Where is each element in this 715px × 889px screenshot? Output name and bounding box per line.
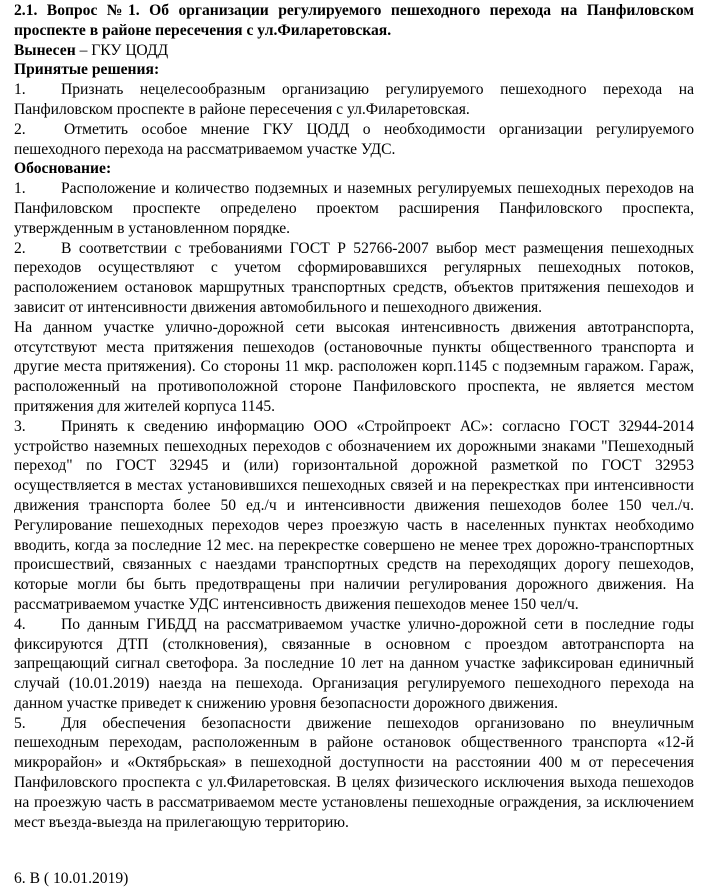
- justification-number: 2.: [14, 239, 26, 257]
- clipped-next-line: 6. В ( 10.01.2019): [14, 870, 129, 887]
- justification-text: Для обеспечения безопасности движение пешеходов организовано по внеуличным пешеходным переходам, расположенным в районе остановок общественного транспорта «12-й микрорайон» и «Октябрьская» в пешеходной доступности на расстоянии 400 м от пересечения Панфиловского проспекта с ул.Филаретовская. В целях физического исключения выхода пешеходов на проезжую часть в рассматриваемом месте установлены пешеходные ограждения, за исключением мест въезда-выезда на прилегающую территорию.: [14, 714, 694, 831]
- decisions-title: Принятые решения:: [14, 61, 160, 79]
- justification-item-2: [14, 239, 694, 318]
- justification-number: 5.: [14, 714, 26, 732]
- justification-item-5: [14, 714, 694, 833]
- submitted-label: Вынесен: [14, 41, 76, 59]
- question-heading: 2.1. Вопрос №1. Об организации регулируемого пешеходного перехода на Панфиловском проспекте в районе пересечения с ул.Филаретовская.: [14, 2, 694, 39]
- submitted-line: [14, 41, 694, 61]
- justification-text: Принять к сведению информацию ООО «Стройпроект АС»: согласно ГОСТ 32944-2014 устройство наземных пешеходных переходов с обозначением их дорожными знаками "Пешеходный переход" по ГОСТ 32945 и (или) горизонтальной дорожной разметкой по ГОСТ 32953 осуществляется в местах установившихся пешеходных связей и на перекрестках при интенсивности движения транспорта более 50 ед./ч и интенсивности движения пешеходов более 150 чел./ч. Регулирование пешеходных переходов через проезжую часть в населенных пунктах необходимо вводить, когда за последние 12 мес. на перекрестке совершено не менее трех дорожно-транспортных происшествий, связанных с наездами транспортных средств на переходящих дорогу пешеходов, которые могли бы быть предотвращены при наличии регулирования дорожного движения. На рассматриваемом участке УДС интенсивность движения пешеходов менее 150 чел/ч.: [14, 417, 694, 613]
- justification-number: 1.: [14, 180, 26, 198]
- decision-text: Признать нецелесообразным организацию регулируемого пешеходного перехода на Панфиловском проспекте в районе пересечения с ул.Филаретовская.: [14, 81, 694, 118]
- justification-paragraph: На данном участке улично-дорожной сети высокая интенсивность движения автотранспорта, отсутствуют места притяжения пешеходов (остановочные пункты общественного транспорта и другие места притяжения). Со стороны 11 мкр. расположен корп.1145 с подземным гаражом. Гараж, расположенный на противоположной стороне Панфиловского проспекта, не является местом притяжения для жителей корпуса 1145.: [14, 318, 694, 415]
- document-body: [14, 1, 694, 832]
- justification-number: 3.: [14, 417, 26, 435]
- justification-text: В соответствии с требованиями ГОСТ Р 52766-2007 выбор мест размещения пешеходных переходов осуществляют с учетом сформировавшихся регулярных пешеходных потоков, расположением остановок маршрутных транспортных средств, объектов притяжения пешеходов и зависит от интенсивности движения автомобильного и пешеходного движения.: [14, 239, 694, 316]
- justification-text: По данным ГИБДД на рассматриваемом участке улично-дорожной сети в последние годы фиксируются ДТП (столкновения), связанные в основном с проездом автотранспорта на запрещающий сигнал светофора. За последние 10 лет на данном участке зафиксирован единичный случай (10.01.2019) наезда на пешехода. Организация регулируемого пешеходного перехода на данном участке приведет к снижению уровня безопасности дорожного движения.: [14, 615, 694, 712]
- decision-text: Отметить особое мнение ГКУ ЦОДД о необходимости организации регулируемого пешеходного перехода на рассматриваемом участке УДС.: [14, 120, 694, 158]
- justification-item-1: [14, 179, 694, 238]
- justification-item-3: [14, 417, 694, 615]
- justification-item-4: [14, 615, 694, 714]
- decision-item-2: [14, 120, 694, 160]
- decision-number: 1.: [14, 81, 26, 99]
- submitted-value: – ГКУ ЦОДД: [75, 41, 169, 59]
- justification-title: Обоснование:: [14, 160, 112, 178]
- justification-text: Расположение и количество подземных и наземных регулируемых пешеходных переходов на Панфиловском проспекте определено проектом расширения Панфиловского проспекта, утвержденным в установленном порядке.: [14, 180, 694, 237]
- decision-number: 2.: [14, 120, 26, 138]
- justification-number: 4.: [14, 615, 26, 633]
- decision-item-1: [14, 80, 694, 120]
